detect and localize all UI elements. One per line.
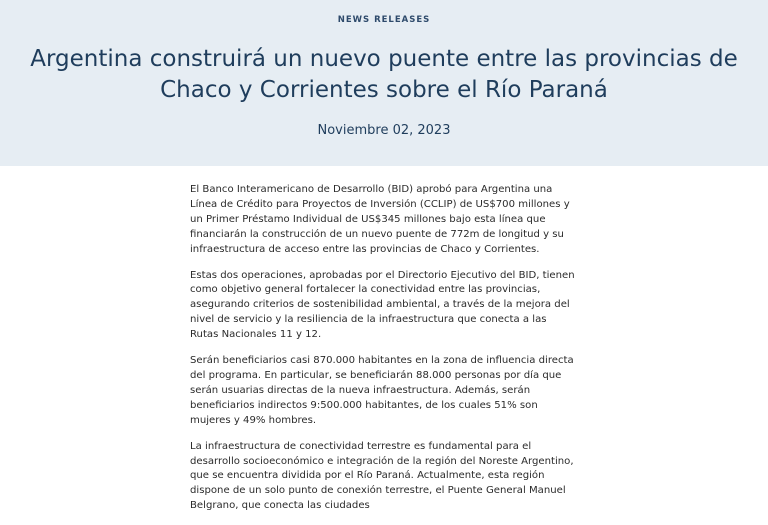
- article-header: [0, 0, 768, 166]
- article-title: Argentina construirá un nuevo puente entre las provincias de Chaco y Corrientes sobre el Río Paraná: [30, 46, 738, 103]
- article-paragraph: La infraestructura de conectividad terrestre es fundamental para el desarrollo socioeconómico e integración de la región del Noreste Argentino, que se encuentra dividida por el Río Paraná. Actualmente, esta región dispone de un solo punto de conexión terrestre, el Puente General Manuel Belgrano, que conecta las ciudades: [190, 440, 574, 512]
- article-body: [190, 183, 576, 525]
- section-kicker[interactable]: NEWS RELEASES: [337, 15, 431, 25]
- article-paragraph: Serán beneficiarios casi 870.000 habitantes en la zona de influencia directa del programa. En particular, se beneficiarán 88.000 personas por día que serán usuarias directas de la nueva infraestructura. Además, serán beneficiarios indirectos 9:500.000 habitantes, de los cuales 51% son mujeres y 49% hombres.: [190, 355, 574, 426]
- article-paragraph: Estas dos operaciones, aprobadas por el Directorio Ejecutivo del BID, tienen como objetivo general fortalecer la conectividad entre las provincias, asegurando criterios de sostenibilidad ambiental, a través de la mejora del nivel de servicio y la resiliencia de la infraestructura que conecta a las Rutas Nacionales 11 y 12.: [190, 269, 575, 341]
- article-paragraph: El Banco Interamericano de Desarrollo (BID) aprobó para Argentina una Línea de Crédito para Proyectos de Inversión (CCLIP) de US$700 millones y un Primer Préstamo Individual de US$345 millones bajo esta línea que financiarán la construcción de un nuevo puente de 772m de longitud y su infraestructura de acceso entre las provincias de Chaco y Corrientes.: [190, 184, 570, 255]
- article-date: Noviembre 02, 2023: [317, 123, 451, 138]
